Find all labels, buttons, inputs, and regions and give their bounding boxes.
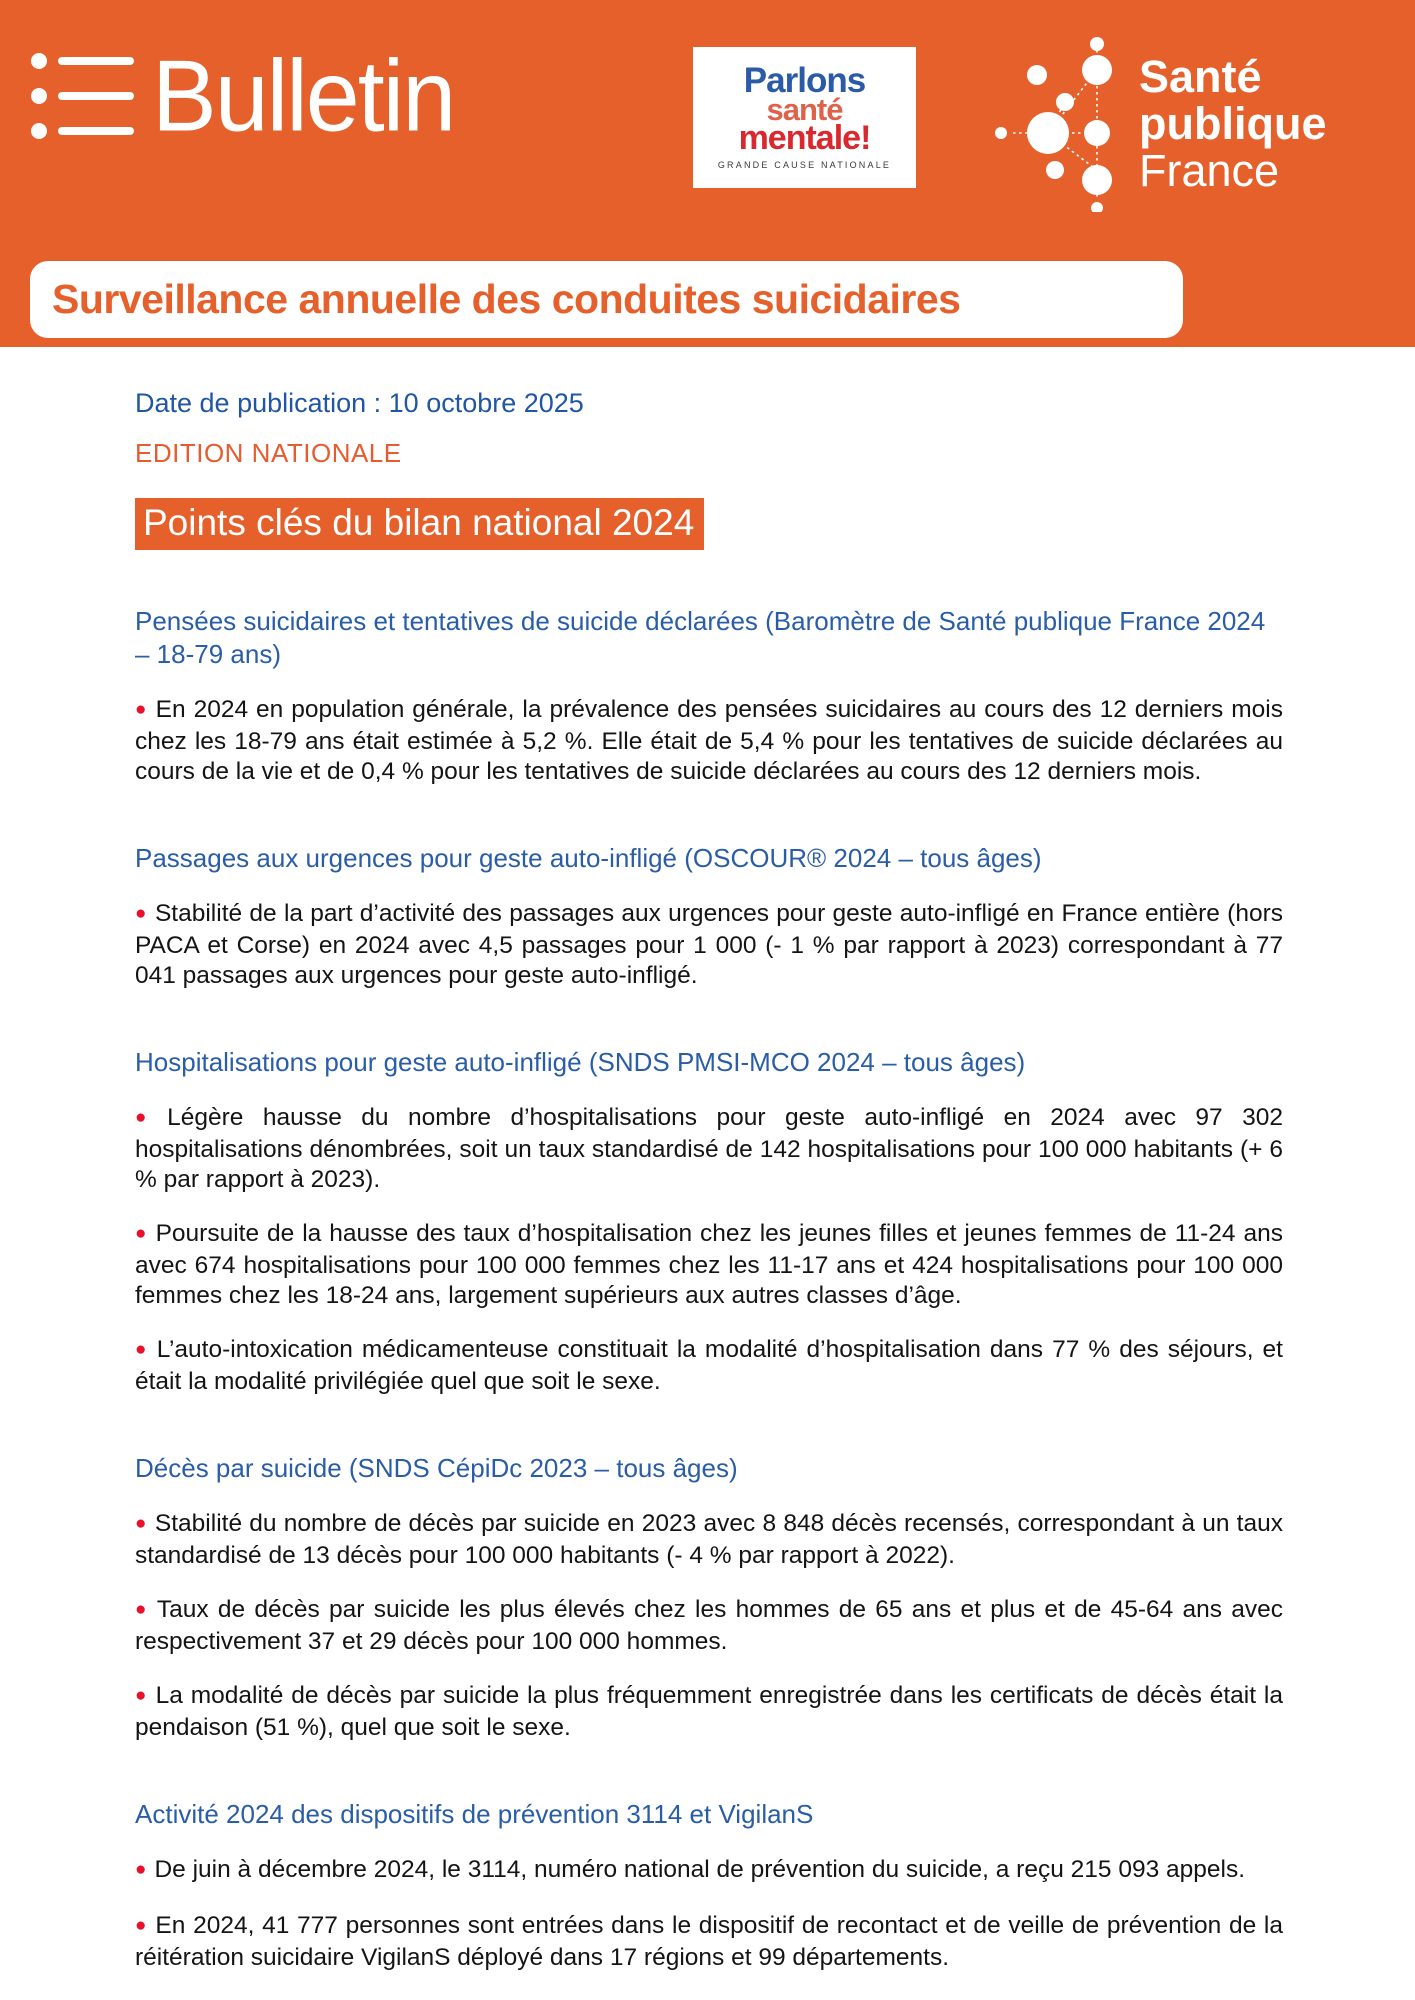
bullet-text: Légère hausse du nombre d’hospitalisations pour geste auto-infligé en 2024 avec 97 302 hospitalisations dénombrées, soit un taux standardisé de 142 hospitalisations pour 100 000 habitants (+ 6 % par rapport à 2023). xyxy=(135,1104,1283,1193)
bullet-point xyxy=(135,1219,1283,1311)
bullet-text: Poursuite de la hausse des taux d’hospitalisation chez les jeunes filles et jeunes femmes de 11-24 ans avec 674 hospitalisations pour 100 000 femmes chez les 11-17 ans et 424 hospitalisations pour 100 000 femmes chez les 18-24 ans, largement supérieurs aux autres classes d’âge. xyxy=(135,1220,1283,1309)
bullet-text: Taux de décès par suicide les plus élevés chez les hommes de 65 ans et plus et de 45-64 ans avec respectivement 37 et 29 décès pour 100 000 hommes. xyxy=(135,1596,1283,1655)
section-heading: Activité 2024 des dispositifs de prévention 3114 et VigilanS xyxy=(135,1799,814,1829)
section-deces-par-suicide xyxy=(135,1452,1283,1743)
bullet-dot: ● xyxy=(135,1599,149,1620)
bullet-point xyxy=(135,1855,1283,1887)
title-banner xyxy=(30,261,1183,338)
bullet-text: En 2024 en population générale, la prévalence des pensées suicidaires au cours des 12 derniers mois chez les 18-79 ans était estimée à 5,2 %. Elle était de 5,4 % pour les tentatives de suicide déclarées au cours de la vie et de 0,4 % pour les tentatives de suicide déclarées au cours des 12 derniers mois. xyxy=(135,696,1283,785)
document-title: Surveillance annuelle des conduites suicidaires xyxy=(52,276,961,322)
bullet-dot: ● xyxy=(135,1859,147,1880)
spf-logo-line2: publique xyxy=(1139,98,1327,149)
bullet-point xyxy=(135,1103,1283,1195)
bullet-dot: ● xyxy=(135,1513,147,1534)
bullet-dot: ● xyxy=(135,1915,148,1936)
bulletin-logo xyxy=(26,38,455,153)
spf-logo-text xyxy=(1139,53,1326,194)
bulletin-logo-text: Bulletin xyxy=(152,38,455,153)
section-heading: Décès par suicide (SNDS CépiDc 2023 – tous âges) xyxy=(135,1453,738,1483)
bullet-point xyxy=(135,1681,1283,1743)
bullet-dot: ● xyxy=(135,699,148,720)
section-heading: Pensées suicidaires et tentatives de suicide déclarées (Baromètre de Santé publique France 2024 – 18-79 ans) xyxy=(135,606,1266,669)
section-passages-urgences xyxy=(135,842,1283,991)
parlons-logo-subtitle: GRANDE CAUSE NATIONALE xyxy=(717,160,892,170)
page-header xyxy=(0,0,1415,347)
spf-logo-line1: Santé xyxy=(1139,51,1262,102)
bullet-text: L’auto-intoxication médicamenteuse constituait la modalité d’hospitalisation dans 77 % des séjours, et était la modalité privilégiée quel que soit le sexe. xyxy=(135,1336,1283,1395)
bullet-text: De juin à décembre 2024, le 3114, numéro national de prévention du suicide, a reçu 215 093 appels. xyxy=(154,1856,1246,1883)
sante-publique-france-logo xyxy=(993,30,1326,217)
parlons-sante-mentale-logo xyxy=(693,47,916,188)
bullet-point xyxy=(135,695,1283,787)
parlons-logo-line3: mentale! xyxy=(738,119,871,157)
parlons-logo-line2: santé xyxy=(766,92,843,127)
section-heading: Passages aux urgences pour geste auto-infligé (OSCOUR® 2024 – tous âges) xyxy=(135,843,1042,873)
bullet-dot: ● xyxy=(135,1685,148,1706)
bullet-dot: ● xyxy=(135,1223,148,1244)
section-hospitalisations xyxy=(135,1046,1283,1397)
bullet-dot: ● xyxy=(135,1107,160,1128)
publication-date: Date de publication : 10 octobre 2025 xyxy=(135,388,584,418)
parlons-logo-line1: Parlons xyxy=(743,61,866,100)
bullet-dot: ● xyxy=(135,903,147,924)
bullet-point xyxy=(135,899,1283,991)
spf-logo-line3: France xyxy=(1139,145,1280,196)
bullet-text: La modalité de décès par suicide la plus fréquemment enregistrée dans les certificats de décès était la pendaison (51 %), quel que soit le sexe. xyxy=(135,1682,1283,1741)
document-body xyxy=(0,347,1415,1973)
bullet-dot: ● xyxy=(135,1339,149,1360)
edition-label: EDITION NATIONALE xyxy=(135,438,402,468)
section-pensees-suicidaires xyxy=(135,605,1283,787)
bullet-point xyxy=(135,1595,1283,1657)
spf-dots-icon xyxy=(993,30,1125,217)
bullet-text: En 2024, 41 777 personnes sont entrées dans le dispositif de recontact et de veille de prévention de la réitération suicidaire VigilanS déployé dans 17 régions et 99 départements. xyxy=(135,1912,1283,1971)
bullet-point xyxy=(135,1911,1283,1973)
bullet-point xyxy=(135,1509,1283,1571)
key-points-title: Points clés du bilan national 2024 xyxy=(135,498,704,550)
bullet-text: Stabilité de la part d’activité des passages aux urgences pour geste auto-infligé en France entière (hors PACA et Corse) en 2024 avec 4,5 passages pour 1 000 (- 1 % par rapport à 2023) correspondant à 77 041 passages aux urgences pour geste auto-infligé. xyxy=(135,900,1283,989)
section-dispositifs-prevention xyxy=(135,1798,1283,1973)
bullet-text: Stabilité du nombre de décès par suicide en 2023 avec 8 848 décès recensés, correspondant à un taux standardisé de 13 décès pour 100 000 habitants (- 4 % par rapport à 2022). xyxy=(135,1510,1283,1569)
list-icon xyxy=(26,44,142,148)
bullet-point xyxy=(135,1335,1283,1397)
section-heading: Hospitalisations pour geste auto-infligé (SNDS PMSI-MCO 2024 – tous âges) xyxy=(135,1047,1026,1077)
